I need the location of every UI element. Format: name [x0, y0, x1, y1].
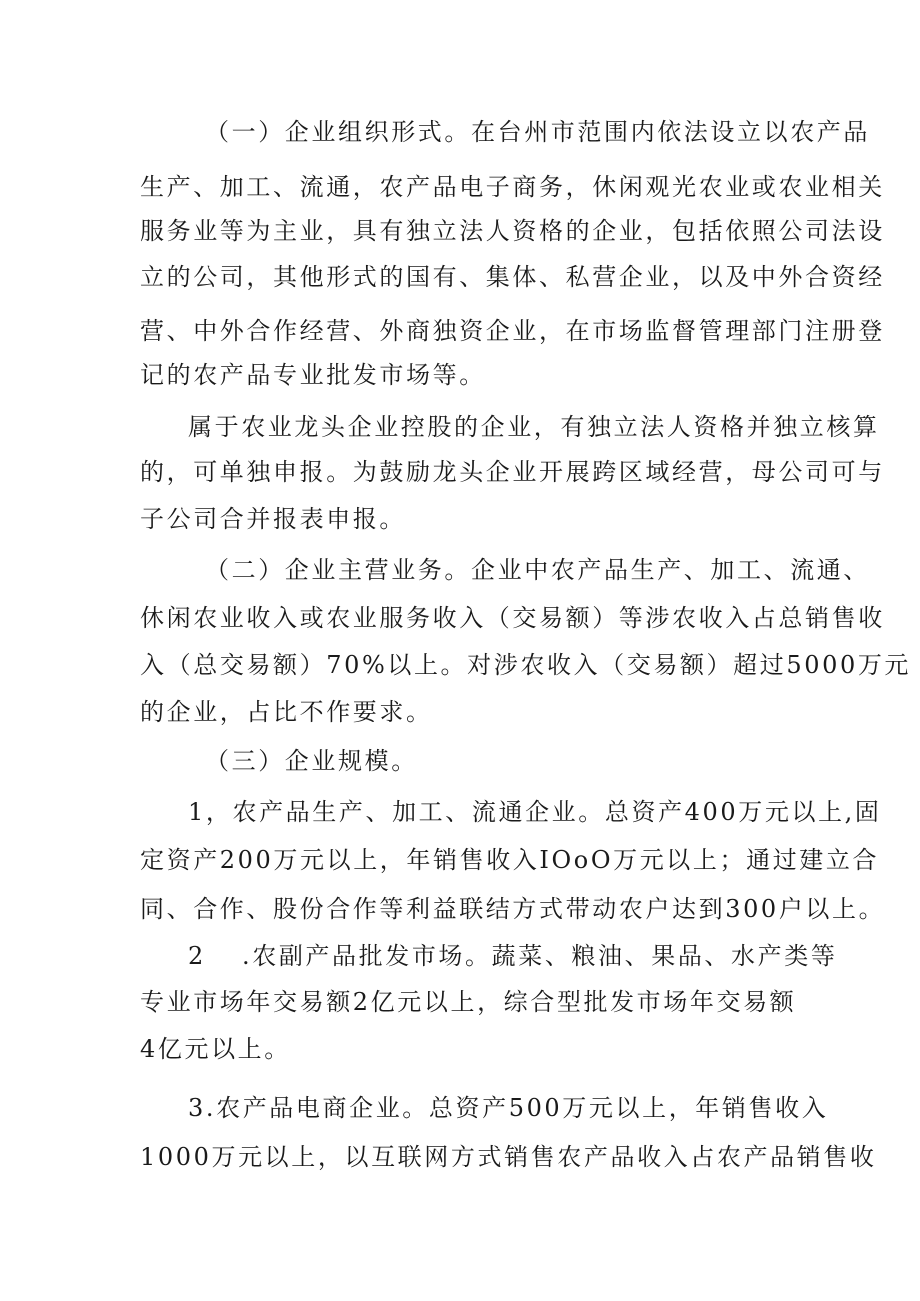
- text-line: 3.农产品电商企业。总资产500万元以上，年销售收入: [188, 1094, 829, 1122]
- text-line: 1，农产品生产、加工、流通企业。总资产400万元以上,固: [188, 798, 882, 826]
- text-line: 营、中外合作经营、外商独资企业，在市场监督管理部门注册登: [140, 317, 885, 345]
- text-line: （二）企业主营业务。企业中农产品生产、加工、流通、: [205, 556, 870, 584]
- text-line: 子公司合并报表申报。: [140, 505, 406, 533]
- text-line: 生产、加工、流通，农产品电子商务，休闲观光农业或农业相关: [140, 173, 885, 201]
- text-line: 的企业，占比不作要求。: [140, 698, 433, 726]
- text-line: .农副产品批发市场。蔬菜、粮油、果品、水产类等: [242, 942, 838, 970]
- text-line: 同、合作、股份合作等利益联结方式带动农户达到300户以上。: [140, 895, 886, 923]
- section-heading: （三）企业规模。: [205, 747, 418, 775]
- text-line: （一）企业组织形式。在台州市范围内依法设立以农产品: [205, 118, 870, 146]
- text-line: 的，可单独申报。为鼓励龙头企业开展跨区域经营，母公司可与: [140, 458, 885, 486]
- text-line: 定资产200万元以上，年销售收入IOoO万元以上；通过建立合: [140, 846, 880, 874]
- text-line: 入（总交易额）70%以上。对涉农收入（交易额）超过5000万元: [140, 651, 912, 679]
- text-line: 休闲农业收入或农业服务收入（交易额）等涉农收入占总销售收: [140, 604, 885, 632]
- text-line: 服务业等为主业，具有独立法人资格的企业，包括依照公司法设: [140, 217, 885, 245]
- text-line: 属于农业龙头企业控股的企业，有独立法人资格并独立核算: [188, 413, 880, 441]
- text-line: 专业市场年交易额2亿元以上，综合型批发市场年交易额: [140, 988, 797, 1016]
- text-line: 1000万元以上，以互联网方式销售农产品收入占农产品销售收: [140, 1143, 877, 1171]
- text-line: 立的公司，其他形式的国有、集体、私营企业，以及中外合资经: [140, 263, 885, 291]
- list-number: 2: [188, 942, 206, 970]
- text-line: 记的农产品专业批发市场等。: [140, 361, 486, 389]
- text-line: 4亿元以上。: [140, 1035, 291, 1063]
